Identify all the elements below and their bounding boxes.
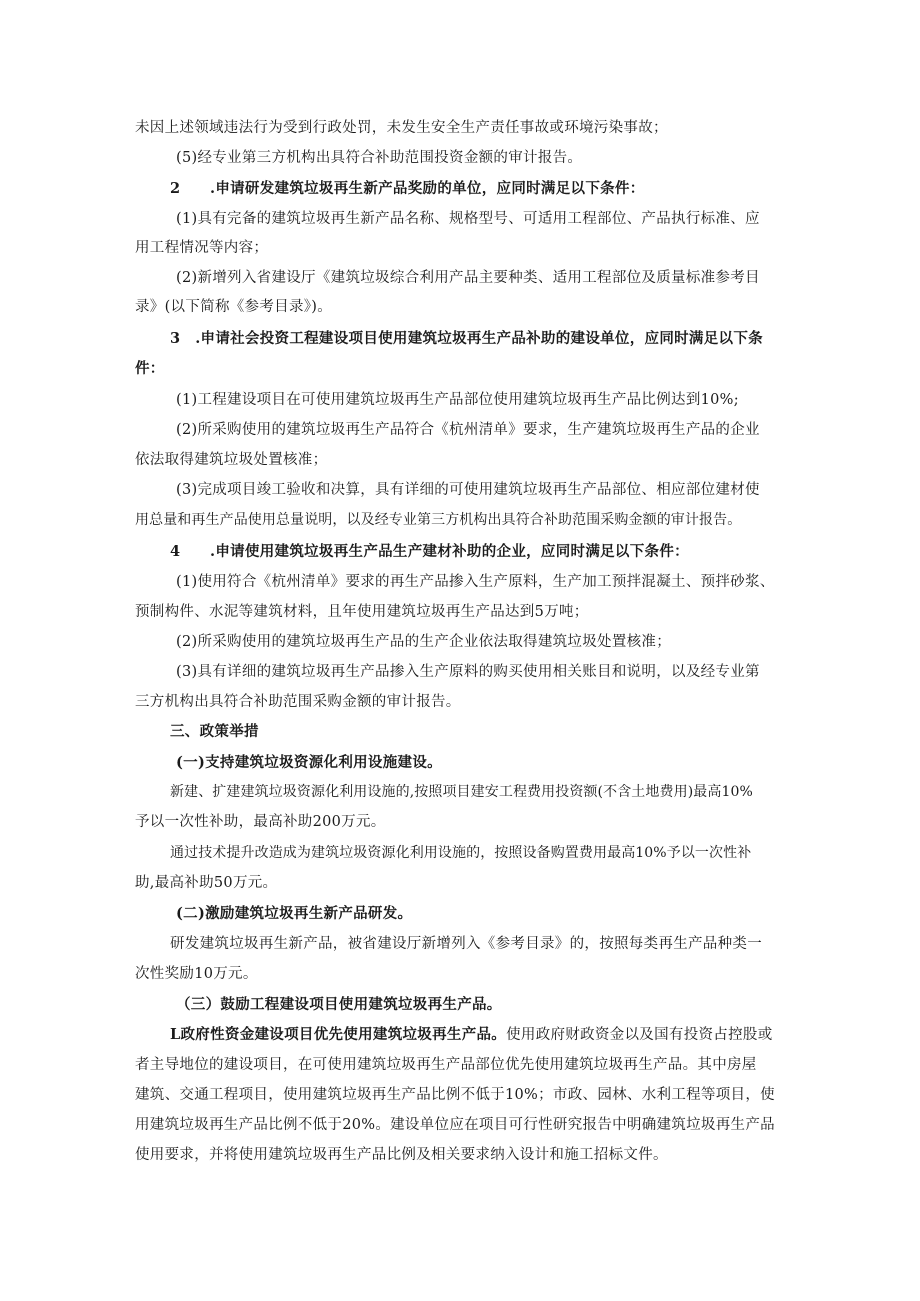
- text-line: 建筑、交通工程项目，使用建筑垃圾再生产品比例不低于10%；市政、园林、水利工程等项目，使: [135, 1087, 775, 1103]
- text-line: 用工程情况等内容；: [135, 240, 269, 256]
- text-line: (3)完成项目竣工验收和决算，具有详细的可使用建筑垃圾再生产品部位、相应部位建材使: [176, 482, 760, 498]
- text-line: 依法取得建筑垃圾处置核准；: [135, 452, 328, 468]
- text-line: (2)所采购使用的建筑垃圾再生产品符合《杭州清单》要求，生产建筑垃圾再生产品的企业: [176, 422, 760, 438]
- text-line: (3)具有详细的建筑垃圾再生产品掺入生产原料的购买使用相关账目和说明，以及经专业第: [176, 664, 760, 680]
- text-line: 予以一次性补助，最高补助200万元。: [135, 814, 386, 830]
- section-heading: 4 .申请使用建筑垃圾再生产品生产建材补助的企业，应同时满足以下条件：: [170, 543, 689, 560]
- text-line: 助,最高补助50万元。: [135, 875, 278, 891]
- section-heading: （三）鼓励工程建设项目使用建筑垃圾再生产品。: [176, 996, 502, 1013]
- section-heading: (二)激励建筑垃圾再生新产品研发。: [176, 905, 413, 922]
- text-line: 次性奖励10万元。: [135, 966, 258, 982]
- text-line: 新建、扩建建筑垃圾资源化利用设施的,按照项目建安工程费用投资额(不含土地费用)最高10%: [170, 784, 753, 800]
- text-line: 录》(以下简称《参考目录》)。: [135, 299, 333, 315]
- text-line: 研发建筑垃圾再生新产品，被省建设厅新增列入《参考目录》的，按照每类再生产品种类一: [170, 936, 762, 952]
- text-line: [0, 1025, 920, 1045]
- text-line: (1)使用符合《杭州清单》要求的再生产品掺入生产原料，生产加工预拌混凝土、预拌砂浆、: [176, 574, 775, 590]
- section-heading: 三、政策举措: [170, 723, 259, 740]
- text-line: 使用要求，并将使用建筑垃圾再生产品比例及相关要求纳入设计和施工招标文件。: [135, 1147, 668, 1163]
- text-line: 预制构件、水泥等建筑材料，且年使用建筑垃圾再生产品达到5万吨；: [135, 604, 589, 620]
- text-line: 未因上述领域违法行为受到行政处罚，未发生安全生产责任事故或环境污染事故；: [135, 120, 668, 136]
- text-line: (5)经专业第三方机构出具符合补助范围投资金额的审计报告。: [176, 150, 583, 166]
- text-run-bold: L政府性资金建设项目优先使用建筑垃圾再生产品。: [170, 1026, 507, 1043]
- text-line: 用建筑垃圾再生产品比例不低于20%。建设单位应在项目可行性研究报告中明确建筑垃圾再生产品: [135, 1117, 775, 1133]
- text-line: 者主导地位的建设项目，在可使用建筑垃圾再生产品部位优先使用建筑垃圾再生产品。其中房屋: [135, 1057, 757, 1073]
- text-line: (2)新增列入省建设厅《建筑垃圾综合利用产品主要种类、适用工程部位及质量标准参考目: [176, 270, 760, 286]
- section-heading: (一)支持建筑垃圾资源化利用设施建设。: [176, 754, 442, 771]
- section-heading: 件：: [135, 360, 165, 377]
- text-line: 通过技术提升改造成为建筑垃圾资源化利用设施的，按照设备购置费用最高10%予以一次性补: [170, 845, 752, 861]
- text-line: (1)具有完备的建筑垃圾再生新产品名称、规格型号、可适用工程部位、产品执行标准、应: [176, 211, 760, 227]
- text-line: (2)所采购使用的建筑垃圾再生产品的生产企业依法取得建筑垃圾处置核准；: [176, 634, 672, 650]
- text-line: 用总量和再生产品使用总量说明，以及经专业第三方机构出具符合补助范围采购金额的审计报告。: [135, 512, 742, 528]
- text-run: 使用政府财政资金以及国有投资占控股或: [506, 1027, 773, 1043]
- text-line: 三方机构出具符合补助范围采购金额的审计报告。: [135, 694, 461, 710]
- section-heading: 3 .申请社会投资工程建设项目使用建筑垃圾再生产品补助的建设单位，应同时满足以下条: [170, 330, 763, 347]
- text-line: (1)工程建设项目在可使用建筑垃圾再生产品部位使用建筑垃圾再生产品比例达到10%;: [176, 392, 739, 408]
- section-heading: 2 .申请研发建筑垃圾再生新产品奖励的单位，应同时满足以下条件：: [170, 180, 645, 197]
